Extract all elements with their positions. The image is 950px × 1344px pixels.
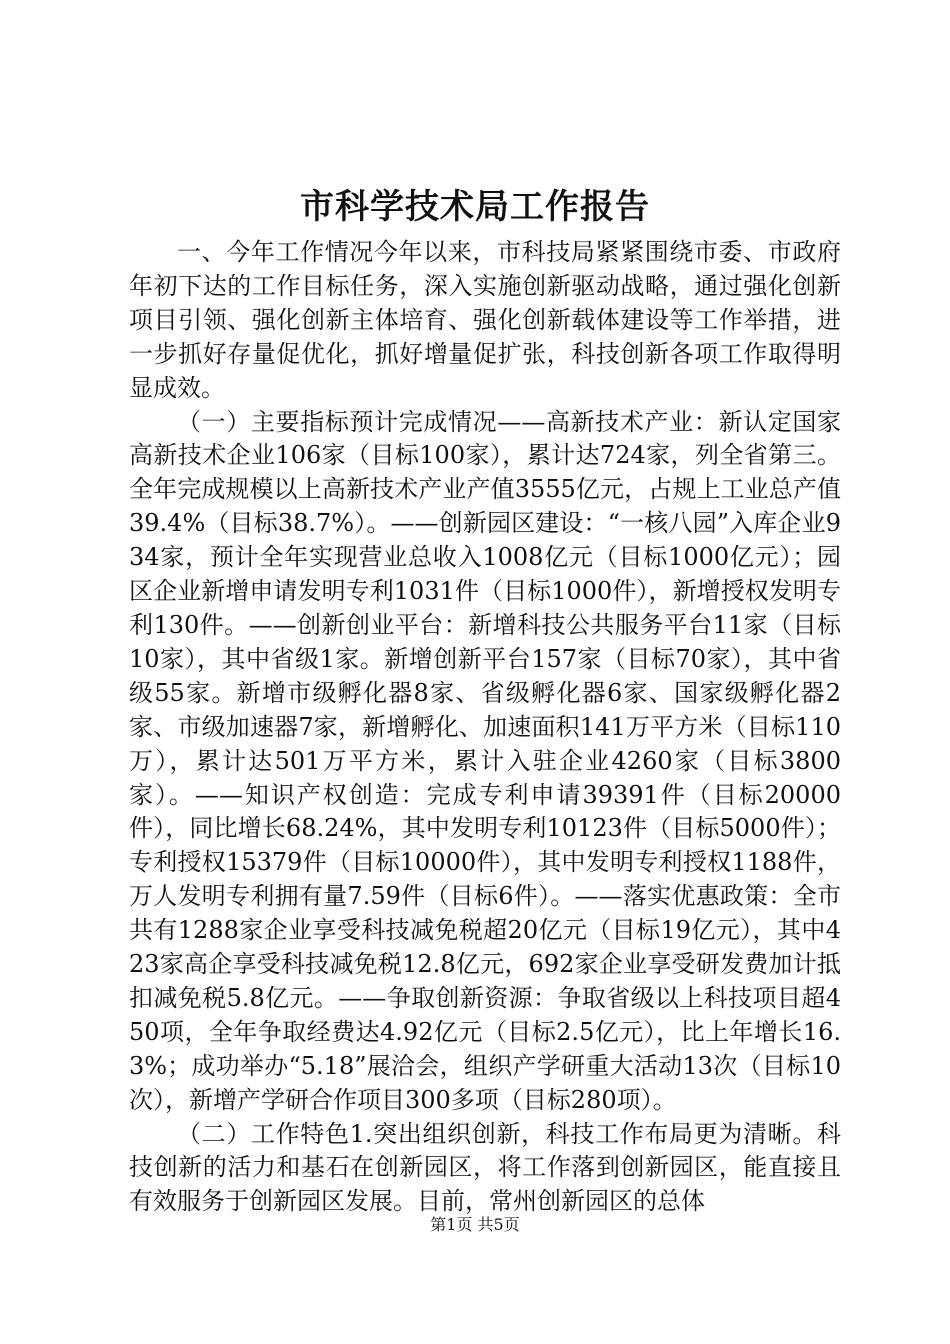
document-body <box>129 236 841 1219</box>
paragraph-features: （二）工作特色1.突出组织创新，科技工作布局更为清晰。科技创新的活力和基石在创新园区，将工作落到创新园区，能直接且有效服务于创新园区发展。目前，常州创新园区的总体 <box>129 1119 841 1216</box>
paragraph-intro: 一、今年工作情况今年以来，市科技局紧紧围绕市委、市政府年初下达的工作目标任务，深入实施创新驱动战略，通过强化创新项目引领、强化创新主体培育、强化创新载体建设等工作举措，进一步抓好存量促优化，抓好增量促扩张，科技创新各项工作取得明显成效。 <box>129 238 841 402</box>
paragraph-indicators: （一）主要指标预计完成情况——高新技术产业：新认定国家高新技术企业106家（目标100家），累计达724家，列全省第三。全年完成规模以上高新技术产业产值3555亿元，占规上工业总产值39.4%（目标38.7%）。——创新园区建设：“一核八园”入库企业934家，预计全年实现营业总收入1008亿元（目标1000亿元）；园区企业新增申请发明专利1031件（目标1000件），新增授权发明专利130件。——创新创业平台：新增科技公共服务平台11家（目标10家），其中省级1家。新增创新平台157家（目标70家），其中省级55家。新增市级孵化器8家、省级孵化器6家、国家级孵化器2家、市级加速器7家，新增孵化、加速面积141万平方米（目标110万），累计达501万平方米，累计入驻企业4260家（目标3800家）。——知识产权创造：完成专利申请39391件（目标20000件），同比增长68.24%，其中发明专利10123件（目标5000件）；专利授权15379件（目标10000件），其中发明专利授权1188件，万人发明专利拥有量7.59件（目标6件）。——落实优惠政策：全市共有1288家企业享受科技减免税超20亿元（目标19亿元），其中423家高企享受科技减免税12.8亿元，692家企业享受研发费加计抵扣减免税5.8亿元。——争取创新资源：争取省级以上科技项目超450项，全年争取经费达4.92亿元（目标2.5亿元），比上年增长16.3%；成功举办“5.18”展洽会，组织产学研重大活动13次（目标10次），新增产学研合作项目300多项（目标280项）。 <box>129 407 841 1114</box>
page-title: 市科学技术局工作报告 <box>300 187 650 227</box>
page-footer: 第1页 共5页 <box>430 1215 520 1234</box>
